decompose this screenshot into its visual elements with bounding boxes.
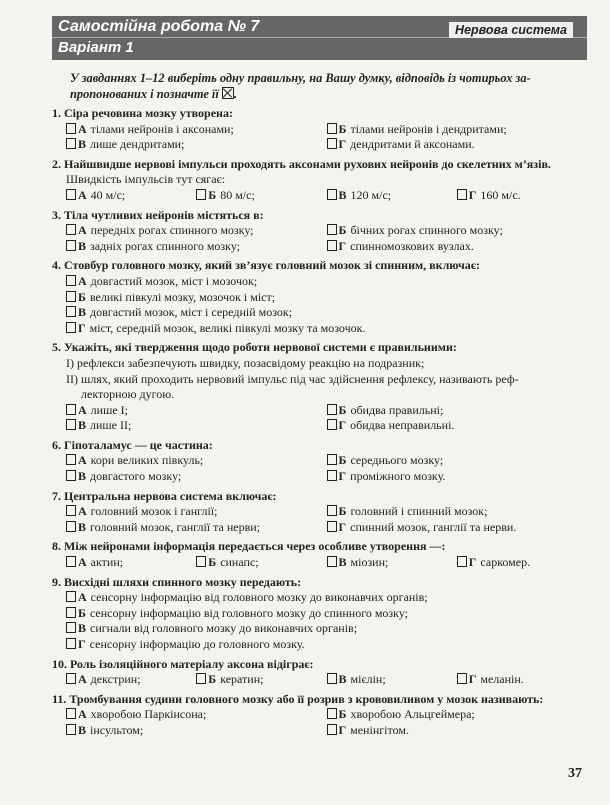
option-text: хворобою Паркінсона; — [90, 707, 207, 722]
option-letter: Г — [468, 672, 477, 687]
answer-checkbox[interactable] — [327, 708, 337, 719]
question-text — [52, 438, 587, 454]
answer-option-Г[interactable] — [327, 723, 588, 739]
question-text — [52, 575, 587, 591]
option-letter: Б — [338, 707, 347, 722]
option-letter: Г — [338, 519, 347, 534]
answer-checkbox[interactable] — [327, 240, 337, 251]
option-text: хворобою Альцгеймера; — [350, 707, 475, 722]
question-number: 4. — [52, 258, 61, 273]
answer-options — [52, 672, 587, 688]
option-letter: Г — [338, 469, 347, 484]
question-text — [52, 157, 587, 173]
instruction-line-1: У завданнях 1–12 виберіть одну правильну, на Вашу думку, відповідь із чотирьох за- — [70, 71, 531, 85]
question-text — [52, 106, 587, 122]
answer-option-Г[interactable] — [66, 637, 587, 653]
answer-checkbox[interactable] — [327, 724, 337, 735]
answer-option-Г[interactable] — [457, 555, 587, 571]
answer-checkbox[interactable] — [66, 521, 76, 532]
option-text: тілами нейронів і аксонами; — [90, 121, 234, 136]
option-text: кори великих півкуль; — [90, 453, 204, 468]
answer-option-Б[interactable] — [196, 188, 326, 204]
answer-checkbox[interactable] — [66, 638, 76, 649]
question-2 — [52, 157, 587, 204]
option-letter: Г — [78, 320, 86, 335]
statement-text-cont: лекторною дугою. — [81, 387, 175, 402]
question-number: 9. — [52, 574, 61, 589]
question-text — [52, 258, 587, 274]
answer-option-Б[interactable] — [327, 453, 588, 469]
option-letter: А — [78, 223, 87, 238]
question-8 — [52, 539, 587, 570]
option-text: мієлін; — [350, 672, 386, 687]
answer-checkbox[interactable] — [66, 306, 76, 317]
answer-option-В[interactable] — [327, 188, 457, 204]
answer-options — [52, 453, 587, 484]
answer-option-А[interactable] — [66, 504, 327, 520]
option-text: проміжного мозку. — [350, 469, 446, 484]
question-text — [52, 208, 587, 224]
option-letter: А — [78, 453, 87, 468]
statement-text: ІІ) шлях, який проходить нервовий імпульс під час здійснення рефлексу, називають реф- — [66, 371, 519, 386]
answer-checkbox[interactable] — [327, 454, 337, 465]
option-letter: Б — [338, 402, 347, 417]
question-5 — [52, 340, 587, 434]
answer-option-А[interactable] — [66, 188, 196, 204]
option-text: обидва правильні; — [350, 402, 444, 417]
answer-option-В[interactable] — [327, 555, 457, 571]
option-letter: В — [78, 469, 87, 484]
answer-option-Б[interactable] — [196, 672, 326, 688]
checked-box-icon — [222, 87, 234, 99]
answer-option-А[interactable] — [66, 453, 327, 469]
option-text: синапс; — [220, 555, 259, 570]
option-text: сенсорну інформацію від головного мозку до спинного мозку; — [89, 605, 408, 620]
answer-checkbox[interactable] — [66, 291, 76, 302]
instruction: У завданнях 1–12 виберіть одну правильну, на Вашу думку, відповідь із чотирьох за- пропонованих і позначте її . — [70, 71, 531, 101]
option-letter: А — [78, 672, 87, 687]
answer-option-В[interactable] — [66, 137, 327, 153]
answer-checkbox[interactable] — [196, 189, 206, 200]
question-number: 10. — [52, 656, 67, 671]
option-text: головний і спинний мозок; — [350, 504, 488, 519]
option-text: спинномозкових вузлах. — [350, 238, 474, 253]
option-text: спинний мозок, ганглії та нерви. — [350, 519, 517, 534]
answer-option-А[interactable] — [66, 274, 587, 290]
answer-checkbox[interactable] — [66, 189, 76, 200]
option-letter: Б — [338, 504, 347, 519]
question-prompt: Між нейронами інформація передається через особливе утворення —: — [64, 539, 446, 554]
option-letter: В — [78, 722, 87, 737]
question-number: 5. — [52, 340, 61, 355]
statement-1 — [52, 356, 587, 372]
question-number: 8. — [52, 539, 61, 554]
answer-option-В[interactable] — [66, 239, 327, 255]
question-text — [52, 657, 587, 673]
question-10 — [52, 657, 587, 688]
option-letter: Г — [338, 137, 347, 152]
question-3 — [52, 208, 587, 255]
answer-checkbox[interactable] — [457, 673, 467, 684]
page-number: 37 — [568, 766, 582, 781]
option-letter: Б — [78, 289, 86, 304]
answer-option-Г[interactable] — [457, 672, 587, 688]
option-text: довгастий мозок, міст і середній мозок; — [90, 305, 293, 320]
option-text: 80 м/с; — [220, 187, 255, 202]
option-letter: А — [78, 402, 87, 417]
answer-option-Г[interactable] — [327, 137, 588, 153]
answer-checkbox[interactable] — [66, 673, 76, 684]
option-text: саркомер. — [480, 555, 531, 570]
option-text: головний мозок, ганглії та нерви; — [90, 519, 261, 534]
question-prompt: Укажіть, які твердження щодо роботи нервової системи є правильними: — [64, 340, 457, 355]
variant-label: Варіант 1 — [58, 39, 134, 56]
question-6 — [52, 438, 587, 485]
option-letter: В — [78, 238, 87, 253]
answer-checkbox[interactable] — [196, 556, 206, 567]
question-number: 7. — [52, 488, 61, 503]
option-letter: В — [338, 672, 347, 687]
option-text: сенсорну інформацію від головного мозку до виконавчих органів; — [90, 590, 428, 605]
answer-checkbox[interactable] — [66, 724, 76, 735]
option-text: декстрин; — [90, 672, 141, 687]
answer-option-В[interactable] — [66, 418, 327, 434]
option-text: меланін. — [480, 672, 524, 687]
option-text: актин; — [90, 555, 124, 570]
answer-option-В[interactable] — [66, 621, 587, 637]
answer-checkbox[interactable] — [66, 419, 76, 430]
option-letter: А — [78, 555, 87, 570]
worksheet-title: Самостійна робота № 7 — [58, 18, 260, 35]
answer-option-Б[interactable] — [327, 223, 588, 239]
question-prompt: Тромбування судини головного мозку або її розрив з крововиливом у мозок називають: — [69, 691, 544, 706]
answer-checkbox[interactable] — [66, 454, 76, 465]
worksheet-header — [52, 16, 587, 60]
answer-checkbox[interactable] — [66, 138, 76, 149]
question-prompt: Гіпоталамус — це частина: — [64, 437, 213, 452]
question-prompt: Тіла чутливих нейронів містяться в: — [64, 207, 264, 222]
answer-option-Б[interactable] — [327, 504, 588, 520]
question-prompt: Стовбур головного мозку, який зв’язує головний мозок зі спинним, включає: — [64, 258, 480, 273]
answer-checkbox[interactable] — [327, 404, 337, 415]
answer-option-Г[interactable] — [327, 418, 588, 434]
answer-checkbox[interactable] — [327, 138, 337, 149]
option-text: обидва неправильні. — [350, 418, 455, 433]
answer-checkbox[interactable] — [66, 240, 76, 251]
answer-option-А[interactable] — [66, 590, 587, 606]
option-text: тілами нейронів і дендритами; — [350, 121, 507, 136]
option-text: великі півкулі мозку, мозочок і міст; — [89, 289, 276, 304]
question-number: 6. — [52, 437, 61, 452]
instruction-line-2: пропонованих і позначте її — [70, 87, 219, 101]
answer-options — [52, 274, 587, 336]
question-11 — [52, 692, 587, 739]
answer-option-А[interactable] — [66, 223, 327, 239]
option-text: лише дендритами; — [90, 137, 185, 152]
answer-checkbox[interactable] — [327, 224, 337, 235]
option-text: 40 м/с; — [90, 187, 126, 202]
answer-options — [52, 122, 587, 153]
option-letter: Г — [338, 722, 347, 737]
question-text — [52, 489, 587, 505]
option-text: менінгітом. — [350, 722, 409, 737]
option-letter: А — [78, 590, 87, 605]
option-text: інсультом; — [90, 722, 144, 737]
option-letter: А — [78, 187, 87, 202]
answer-checkbox[interactable] — [66, 470, 76, 481]
answer-options — [52, 504, 587, 535]
option-text: сенсорну інформацію до головного мозку. — [89, 637, 305, 651]
option-letter: Г — [338, 238, 347, 253]
option-letter: Б — [338, 453, 347, 468]
option-letter: Г — [338, 418, 347, 433]
option-text: довгастого мозку; — [90, 469, 182, 484]
answer-checkbox[interactable] — [66, 404, 76, 415]
option-text: 160 м/с. — [480, 187, 521, 202]
answer-option-В[interactable] — [66, 723, 327, 739]
option-text: кератин; — [220, 672, 264, 687]
answer-option-Г[interactable] — [327, 239, 588, 255]
option-letter: Г — [468, 555, 477, 570]
question-text — [52, 539, 587, 555]
option-letter: В — [78, 418, 87, 433]
statement-text: І) рефлекси забезпечують швидку, позасвідому реакцію на подразник; — [66, 355, 425, 370]
answer-option-Б[interactable] — [327, 707, 588, 723]
question-prompt: Висхідні шляхи спинного мозку передають: — [64, 574, 302, 589]
answer-option-Г[interactable] — [327, 520, 588, 536]
question-list — [52, 106, 587, 739]
answer-checkbox[interactable] — [66, 556, 76, 567]
answer-option-А[interactable] — [66, 672, 196, 688]
statement-2 — [52, 372, 587, 403]
question-number: 1. — [52, 106, 61, 120]
option-letter: Г — [468, 187, 477, 202]
question-number: 3. — [52, 207, 61, 222]
answer-checkbox[interactable] — [66, 505, 76, 516]
answer-option-Б[interactable] — [327, 122, 588, 138]
topic-label: Нервова система — [449, 22, 573, 38]
answer-option-А[interactable] — [66, 122, 327, 138]
option-text: середнього мозку; — [350, 453, 444, 468]
question-text — [52, 340, 587, 356]
option-text: лише ІІ; — [90, 418, 132, 433]
answer-checkbox[interactable] — [66, 322, 76, 333]
answer-checkbox[interactable] — [327, 470, 337, 481]
question-7 — [52, 489, 587, 536]
answer-options — [52, 403, 587, 434]
option-letter: А — [78, 121, 87, 136]
answer-checkbox[interactable] — [327, 521, 337, 532]
question-prompt-cont: Швидкість імпульсів тут сягає: — [66, 172, 226, 187]
answer-option-Б[interactable] — [66, 606, 587, 622]
answer-checkbox[interactable] — [457, 556, 467, 567]
option-letter: В — [78, 621, 87, 636]
answer-option-А[interactable] — [66, 403, 327, 419]
answer-options — [52, 590, 587, 652]
answer-checkbox[interactable] — [196, 673, 206, 684]
answer-checkbox[interactable] — [327, 673, 337, 684]
option-text: бічних рогах спинного мозку; — [350, 223, 503, 238]
answer-options — [52, 188, 587, 204]
answer-option-В[interactable] — [327, 672, 457, 688]
option-text: міозин; — [350, 555, 389, 570]
option-text: 120 м/с; — [350, 187, 392, 202]
answer-option-Г[interactable] — [457, 188, 587, 204]
option-letter: В — [78, 519, 87, 534]
answer-option-Г[interactable] — [66, 321, 587, 337]
option-text: міст, середній мозок, великі півкулі мозку та мозочок. — [89, 320, 366, 335]
option-text: головний мозок і ганглії; — [90, 504, 218, 519]
answer-option-В[interactable] — [66, 520, 327, 536]
option-letter: А — [78, 707, 87, 722]
worksheet-page — [52, 16, 587, 739]
answer-option-А[interactable] — [66, 707, 327, 723]
answer-option-Б[interactable] — [66, 290, 587, 306]
option-text: передніх рогах спинного мозку; — [90, 223, 254, 238]
option-letter: Б — [338, 223, 347, 238]
option-text: сигнали від головного мозку до виконавчих органів; — [90, 621, 358, 636]
option-letter: В — [338, 555, 347, 570]
question-number: 2. — [52, 156, 61, 171]
answer-checkbox[interactable] — [457, 189, 467, 200]
option-letter: Б — [208, 672, 217, 687]
answer-option-А[interactable] — [66, 555, 196, 571]
answer-options — [52, 223, 587, 254]
answer-checkbox[interactable] — [327, 505, 337, 516]
question-4 — [52, 258, 587, 336]
option-letter: В — [338, 187, 347, 202]
question-text — [52, 692, 587, 708]
answer-option-Г[interactable] — [327, 469, 588, 485]
answer-checkbox[interactable] — [66, 622, 76, 633]
question-9 — [52, 575, 587, 653]
answer-checkbox[interactable] — [327, 556, 337, 567]
option-letter: Г — [78, 637, 86, 651]
answer-checkbox[interactable] — [327, 123, 337, 134]
question-prompt: Найшвидше нервові імпульси проходять аксонами рухових нейронів до скелетних м’язів. — [64, 156, 551, 171]
option-letter: Б — [208, 555, 217, 570]
option-text: дендритами й аксонами. — [350, 137, 475, 152]
answer-options — [52, 707, 587, 738]
option-text: довгастий мозок, міст і мозочок; — [90, 273, 258, 288]
question-prompt: Центральна нервова система включає: — [64, 488, 277, 503]
answer-checkbox[interactable] — [66, 224, 76, 235]
answer-checkbox[interactable] — [327, 189, 337, 200]
answer-checkbox[interactable] — [66, 275, 76, 286]
question-prompt: Роль ізоляційного матеріалу аксона відіграє: — [70, 656, 314, 671]
option-letter: Б — [208, 187, 217, 202]
answer-checkbox[interactable] — [66, 591, 76, 602]
answer-options — [52, 555, 587, 571]
answer-checkbox[interactable] — [66, 123, 76, 134]
option-letter: В — [78, 137, 87, 152]
option-letter: А — [78, 504, 87, 519]
option-text: задніх рогах спинного мозку; — [90, 238, 240, 253]
answer-checkbox[interactable] — [327, 419, 337, 430]
answer-checkbox[interactable] — [66, 708, 76, 719]
option-letter: Б — [338, 121, 347, 136]
answer-option-Б[interactable] — [327, 403, 588, 419]
answer-option-В[interactable] — [66, 469, 327, 485]
answer-checkbox[interactable] — [66, 607, 76, 618]
question-prompt: Сіра речовина мозку утворена: — [64, 106, 233, 120]
answer-option-В[interactable] — [66, 305, 587, 321]
option-letter: А — [78, 273, 87, 288]
question-number: 11. — [52, 691, 67, 706]
option-text: лише І; — [90, 402, 128, 417]
question-1 — [52, 106, 587, 153]
answer-option-Б[interactable] — [196, 555, 326, 571]
option-letter: В — [78, 305, 87, 320]
option-letter: Б — [78, 605, 86, 620]
